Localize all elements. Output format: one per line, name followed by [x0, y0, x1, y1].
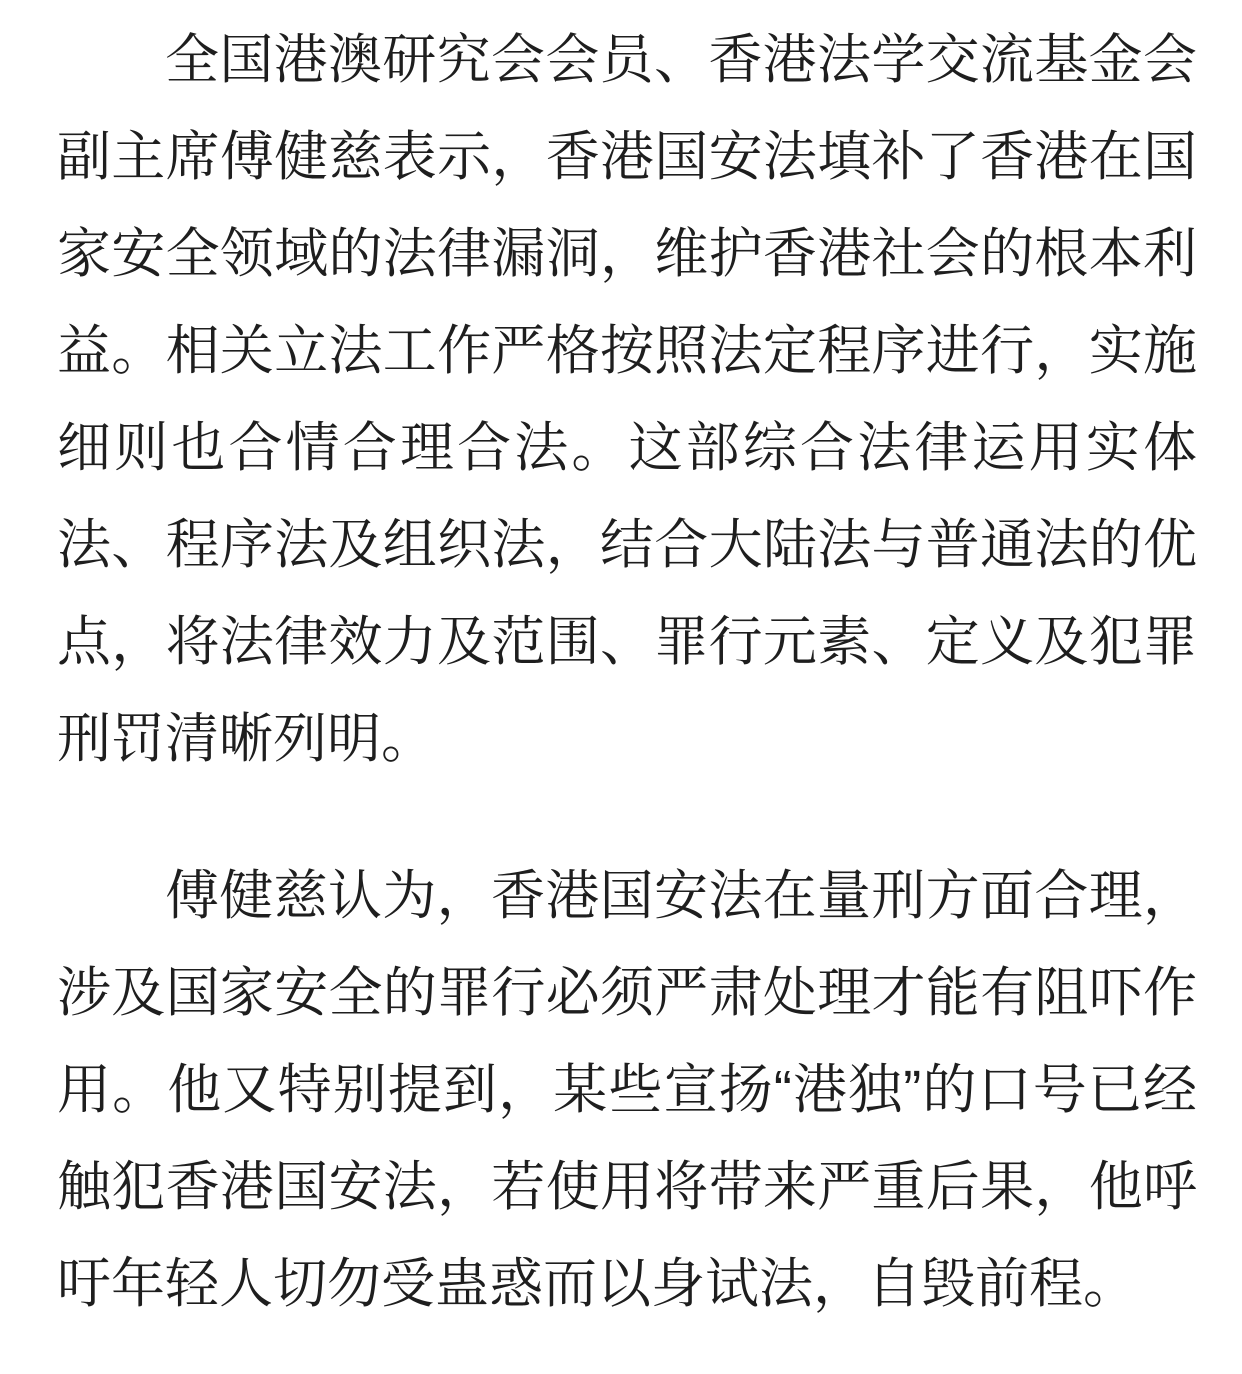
article-paragraph-1: 全国港澳研究会会员、香港法学交流基金会副主席傅健慈表示，香港国安法填补了香港在国家安全领域的法律漏洞，维护香港社会的根本利益。相关立法工作严格按照法定程序进行，实施细则也合情合理合法。这部综合法律运用实体法、程序法及组织法，结合大陆法与普通法的优点，将法律效力及范围、罪行元素、定义及犯罪刑罚清晰列明。 — [57, 30, 1197, 769]
article-paragraph-2: 傅健慈认为，香港国安法在量刑方面合理，涉及国家安全的罪行必须严肃处理才能有阻吓作用。他又特别提到，某些宣扬“港独”的口号已经触犯香港国安法，若使用将带来严重后果，他呼吁年轻人切勿受蛊惑而以身试法，自毁前程。 — [57, 866, 1197, 1314]
